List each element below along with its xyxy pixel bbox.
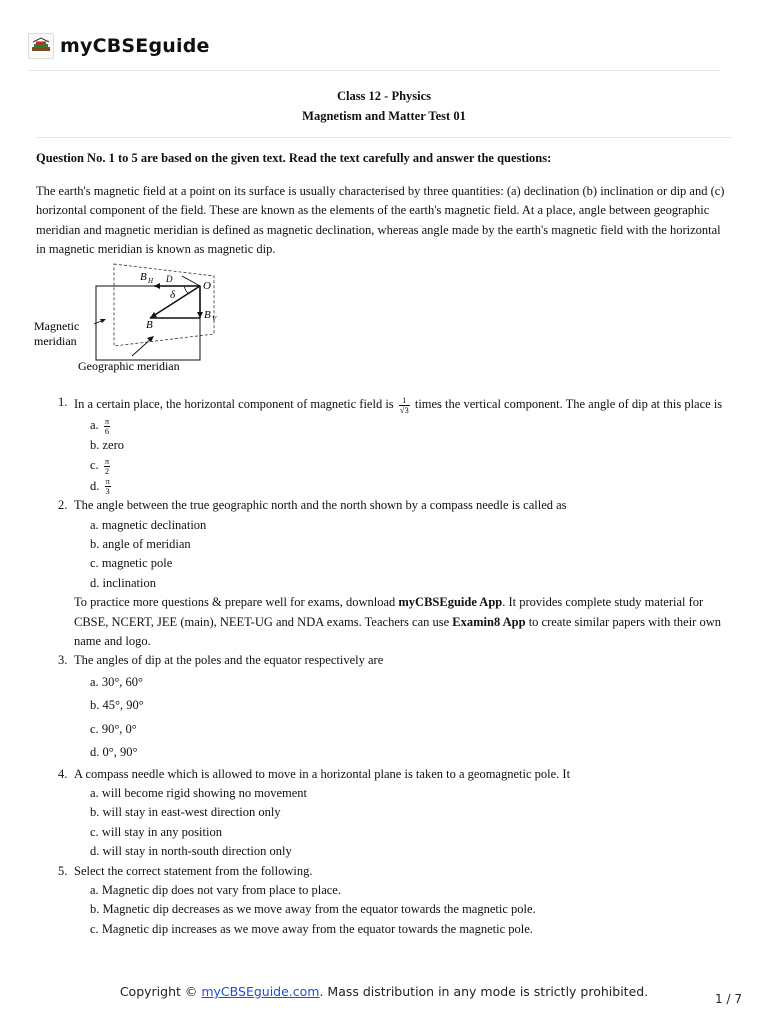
footer-notice: . Mass distribution in any mode is strictly prohibited. [319, 984, 649, 999]
examin8-app-link[interactable]: Examin8 App [452, 614, 526, 629]
option-b: b. zero [90, 437, 125, 452]
geographic-plane [114, 264, 214, 346]
question-text: The angle between the true geographic north and the north shown by a compass needle is called as [74, 498, 567, 513]
option-c: c. 90°, 0° [90, 721, 137, 736]
title-divider [36, 137, 732, 138]
label-magnetic: Magnetic [34, 319, 80, 333]
label-meridian: meridian [34, 334, 77, 348]
magnetic-meridian-diagram [32, 262, 222, 378]
logo-icon [28, 33, 54, 59]
footer-link[interactable]: myCBSEguide.com [201, 984, 320, 999]
label-bv: B [204, 309, 211, 321]
question-3 [58, 651, 738, 764]
option-c: c. will stay in any position [90, 824, 222, 839]
footer [0, 984, 768, 999]
question-number: 4. [58, 766, 68, 781]
test-title: Magnetism and Matter Test 01 [302, 109, 466, 123]
question-number: 5. [58, 863, 68, 878]
question-4 [58, 765, 738, 862]
brand-name[interactable]: myCBSEguide [60, 35, 210, 57]
question-text: Select the correct statement from the following. [74, 863, 313, 878]
site-header [28, 30, 210, 62]
option-b: b. will stay in east-west direction only [90, 805, 281, 820]
label-delta: δ [170, 289, 176, 301]
option-a: a. Magnetic dip does not vary from place to place. [90, 882, 341, 897]
instructions: Question No. 1 to 5 are based on the given text. Read the text carefully and answer the questions: [36, 151, 552, 165]
option-a: a. magnetic declination [90, 517, 207, 532]
question-list [58, 393, 738, 939]
option-c: c. $\frac{\pi}{2}$ [90, 455, 110, 476]
question-5 [58, 862, 738, 940]
option-a: a. 30°, 60° [90, 674, 144, 689]
option-a: a. will become rigid showing no movement [90, 786, 307, 801]
label-bh-sub: H [148, 277, 154, 285]
label-b: B [146, 319, 153, 331]
label-bv-sub: V [212, 315, 217, 323]
question-text: The angles of dip at the poles and the equator respectively are [74, 653, 384, 668]
option-d: d. $\frac{\pi}{3}$ [90, 476, 110, 497]
option-a: a. $\frac{\pi}{6}$ [90, 415, 110, 436]
label-d: D [166, 274, 173, 284]
promo-text: To practice more questions & prepare well for exams, download myCBSEguide App. It provides complete study material for CBSE, NCERT, JEE (main), NEET-UG and NDA exams. Teachers can use Examin8 App to create similar papers with their own name and logo. [74, 595, 722, 649]
option-d: d. inclination [90, 575, 156, 590]
mycbseguide-app-link[interactable]: myCBSEguide App [398, 595, 503, 610]
question-1 [58, 393, 738, 496]
question-2 [58, 496, 738, 651]
class-title: Class 12 - Physics [336, 89, 432, 103]
option-c: c. magnetic pole [90, 556, 173, 571]
label-bh: B [140, 271, 147, 283]
option-d: d. will stay in north-south direction only [90, 844, 292, 859]
option-b: b. 45°, 90° [90, 698, 144, 713]
label-geographic: Geographic meridian [78, 359, 180, 373]
option-c: c. Magnetic dip increases as we move away from the equator towards the magnetic pole. [90, 921, 533, 936]
label-o: O [203, 280, 211, 292]
passage-text: The earth's magnetic field at a point on its surface is usually characterised by three quantities: (a) declination (b) inclination or dip and (c) horizontal component of the field. These are known as the elements of the earth's magnetic field. At a place, angle between geographic meridian and magnetic meridian is defined as magnetic declination, whereas angle made by the earth's magnetic field with the horizontal in magnetic meridian is known as magnetic dip. [36, 184, 725, 256]
option-b: b. Magnetic dip decreases as we move away from the equator towards the magnetic pole. [90, 902, 536, 917]
header-divider [28, 70, 720, 71]
question-number: 2. [58, 498, 68, 513]
document-titles [0, 86, 768, 126]
question-number: 1. [58, 395, 68, 409]
option-b: b. angle of meridian [90, 536, 191, 551]
fraction: $\frac{1}{√3}$ [399, 394, 409, 415]
question-number: 3. [58, 653, 68, 668]
question-text-continued: times the vertical component. The angle of dip at this place is [414, 397, 723, 411]
option-d: d. 0°, 90° [90, 745, 138, 760]
copyright-text: Copyright © [119, 984, 198, 999]
question-text: In a certain place, the horizontal component of magnetic field is [74, 397, 394, 411]
page-number: 1 / 7 [715, 992, 742, 1006]
question-text: A compass needle which is allowed to move in a horizontal plane is taken to a geomagnetic pole. It [74, 766, 571, 781]
